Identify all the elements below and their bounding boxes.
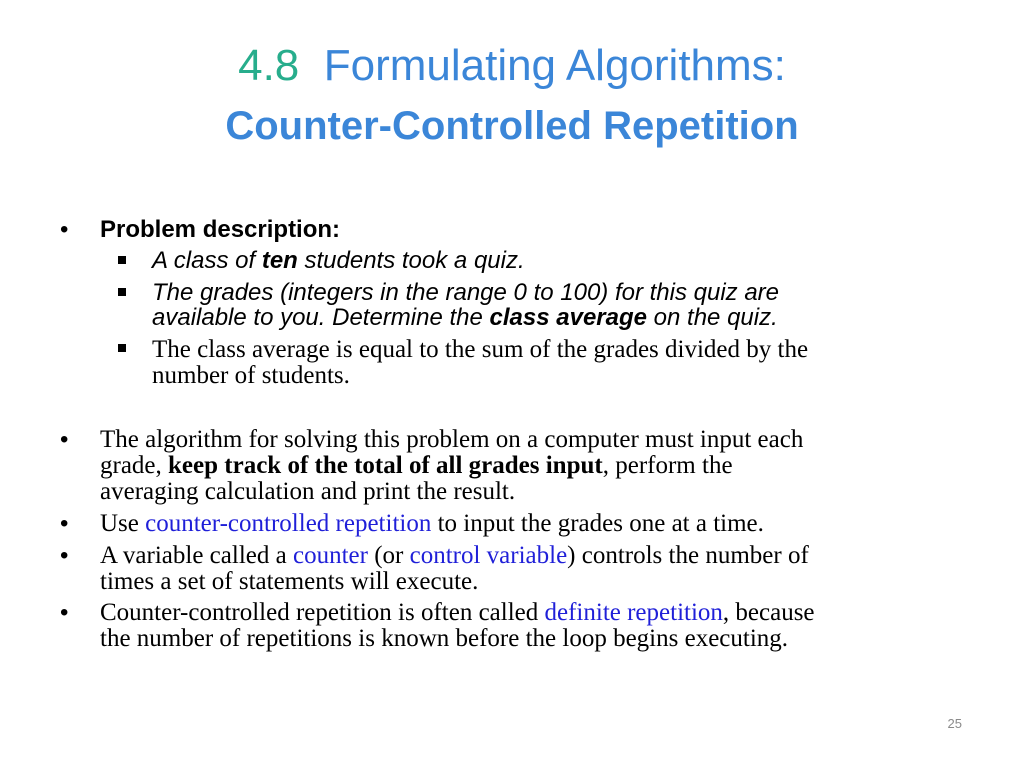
b1-bold: keep track of the total of all grades input: [168, 452, 603, 479]
b3-line2: times a set of statements will execute.: [100, 568, 479, 595]
sub2-line2-text: available to you. Determine the: [152, 304, 490, 331]
title-heading: Formulating Algorithms:: [323, 41, 786, 90]
b3-text: A variable called a: [100, 542, 293, 569]
bullet-mark: •: [60, 542, 69, 569]
square-bullet-icon: [118, 256, 126, 264]
page-number: 25: [947, 716, 962, 731]
sub3-line1: The class average is equal to the sum of the grades divided by the: [152, 336, 809, 363]
sub1-bold: ten: [261, 247, 298, 274]
sub2-line2-end: on the quiz.: [647, 304, 778, 331]
b3-highlight-counter: counter: [292, 542, 368, 569]
sub1-text-end: students took a quiz.: [297, 247, 525, 274]
square-bullet-icon: [118, 288, 126, 296]
section-number: 4.8: [238, 41, 300, 90]
b4-line2: the number of repetitions is known before the loop begins executing.: [100, 625, 789, 652]
b4-text: Counter-controlled repetition is often called: [100, 599, 545, 626]
b2-text-end: to input the grades one at a time.: [431, 510, 764, 537]
bullet-mark: •: [60, 510, 69, 537]
b3-text-mid: (or: [367, 542, 410, 569]
b3-highlight-control-variable: control variable: [409, 542, 568, 569]
bullet-mark: •: [60, 599, 69, 626]
sub1-text: A class of: [152, 247, 262, 274]
square-bullet-icon: [118, 344, 126, 352]
title-subheading: Counter-Controlled Repetition: [225, 104, 799, 148]
b2-highlight: counter-controlled repetition: [145, 510, 432, 537]
sub2-bold: class average: [489, 304, 647, 331]
problem-label: Problem description:: [100, 216, 341, 243]
b1-line3: averaging calculation and print the result.: [100, 478, 516, 505]
b4-text-end: , because: [722, 599, 815, 626]
bullet-mark: •: [60, 426, 69, 453]
b1-line2-text: grade,: [100, 452, 169, 479]
sub2-line1: The grades (integers in the range 0 to 100) for this quiz are: [152, 279, 780, 306]
bullet-mark: •: [60, 216, 69, 243]
b4-highlight: definite repetition: [544, 599, 723, 626]
b3-text-end: ) controls the number of: [567, 542, 809, 569]
b1-line2-end: , perform the: [602, 452, 733, 479]
b2-text: Use: [100, 510, 146, 537]
b1-line1: The algorithm for solving this problem on a computer must input each: [100, 426, 804, 453]
sub3-line2: number of students.: [152, 362, 350, 389]
